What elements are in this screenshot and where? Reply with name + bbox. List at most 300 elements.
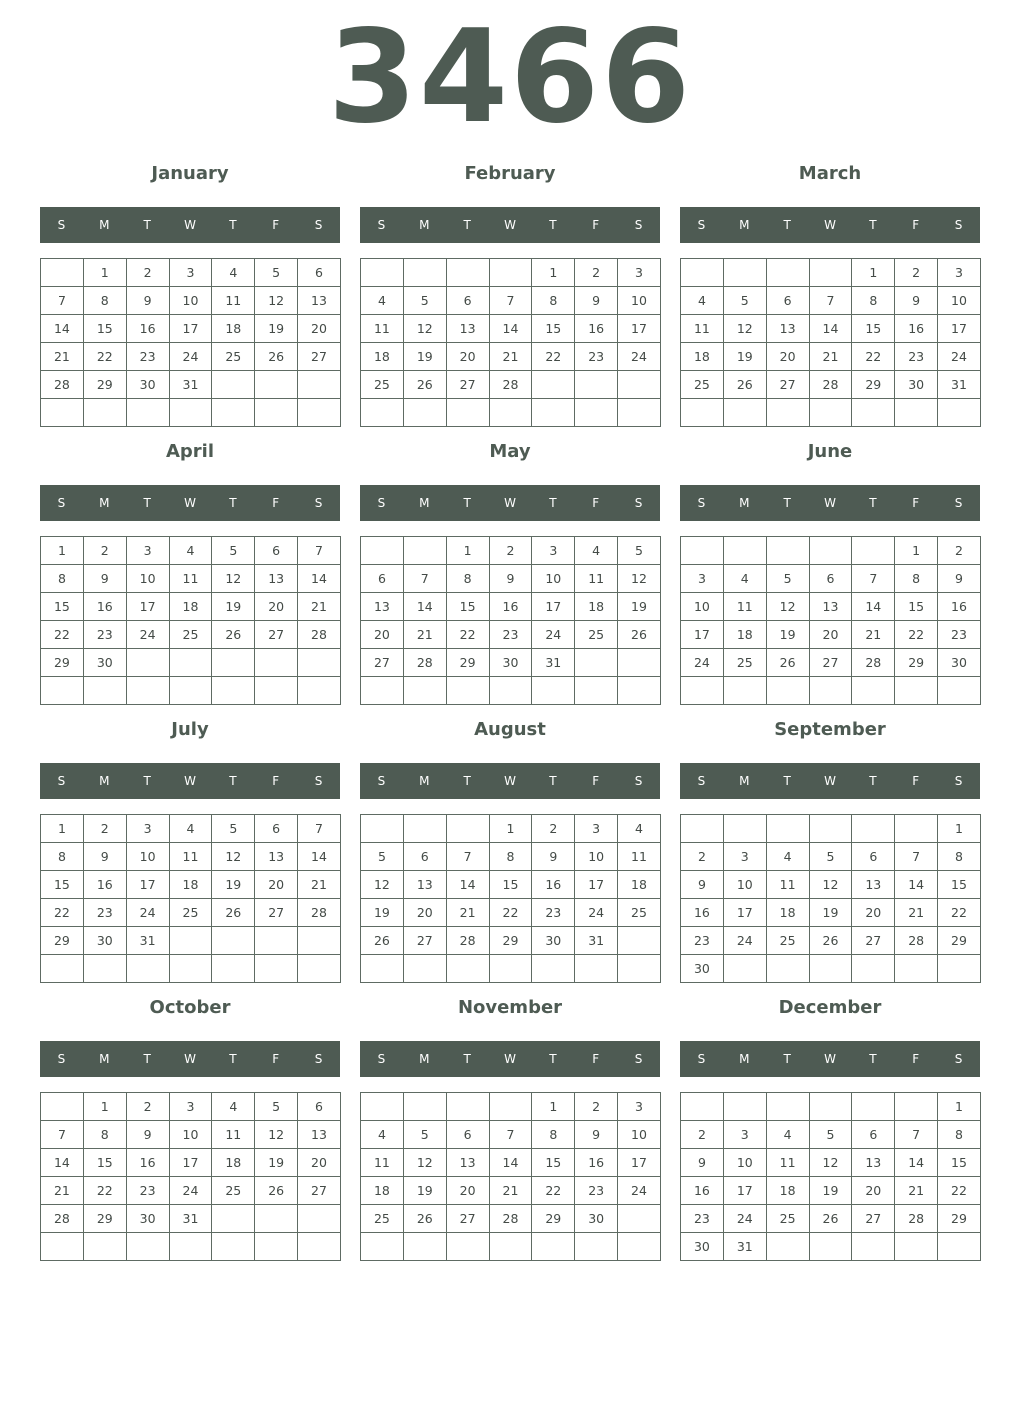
day-cell: 18 <box>766 899 809 927</box>
day-cell: 27 <box>298 343 341 371</box>
empty-cell <box>126 649 169 677</box>
empty-cell <box>809 399 852 427</box>
day-cell: 16 <box>938 593 981 621</box>
day-cell: 15 <box>83 315 126 343</box>
week-row <box>681 565 981 593</box>
weekday-header <box>680 485 980 521</box>
day-cell: 17 <box>126 593 169 621</box>
day-cell: 21 <box>298 593 341 621</box>
weekday-label: F <box>272 774 280 788</box>
empty-cell <box>41 955 84 983</box>
day-cell: 8 <box>446 565 489 593</box>
weekday-label: M <box>739 1052 750 1066</box>
empty-cell <box>766 399 809 427</box>
empty-cell <box>361 955 404 983</box>
week-row <box>361 1177 661 1205</box>
empty-cell <box>83 955 126 983</box>
day-cell: 25 <box>575 621 618 649</box>
empty-cell <box>169 399 212 427</box>
weekday-label: S <box>57 1052 66 1066</box>
day-cell: 17 <box>723 1177 766 1205</box>
day-cell: 19 <box>766 621 809 649</box>
day-cell: 14 <box>895 871 938 899</box>
day-cell: 9 <box>489 565 532 593</box>
weekday-label: F <box>912 774 920 788</box>
day-cell: 14 <box>403 593 446 621</box>
day-cell: 11 <box>723 593 766 621</box>
month-name: March <box>798 163 862 184</box>
empty-cell <box>618 677 661 705</box>
day-cell: 7 <box>489 1121 532 1149</box>
week-row <box>41 843 341 871</box>
day-cell: 2 <box>532 815 575 843</box>
empty-cell <box>575 399 618 427</box>
day-cell: 2 <box>83 815 126 843</box>
day-cell: 26 <box>766 649 809 677</box>
day-cell: 29 <box>489 927 532 955</box>
day-cell: 21 <box>298 871 341 899</box>
day-cell: 9 <box>83 843 126 871</box>
day-cell: 30 <box>681 955 724 983</box>
day-cell: 26 <box>212 899 255 927</box>
weekday-label: T <box>143 218 151 232</box>
week-row <box>41 1177 341 1205</box>
empty-cell <box>361 1093 404 1121</box>
day-cell: 13 <box>446 315 489 343</box>
day-cell: 29 <box>938 1205 981 1233</box>
day-cell: 16 <box>126 1149 169 1177</box>
weekday-label: T <box>783 218 791 232</box>
day-cell: 10 <box>169 287 212 315</box>
weekday-header <box>360 485 660 521</box>
day-cell: 1 <box>895 537 938 565</box>
empty-cell <box>618 1205 661 1233</box>
day-cell: 30 <box>575 1205 618 1233</box>
day-cell: 13 <box>446 1149 489 1177</box>
empty-cell <box>361 677 404 705</box>
day-cell: 25 <box>766 1205 809 1233</box>
weekday-label: M <box>419 218 430 232</box>
day-cell: 8 <box>83 1121 126 1149</box>
day-cell: 28 <box>403 649 446 677</box>
day-cell: 29 <box>938 927 981 955</box>
day-cell: 7 <box>446 843 489 871</box>
weekday-label: M <box>99 1052 110 1066</box>
day-cell: 24 <box>532 621 575 649</box>
week-row <box>361 1093 661 1121</box>
weekday-header <box>680 1041 980 1077</box>
weekday-label: S <box>697 496 706 510</box>
day-cell: 18 <box>169 593 212 621</box>
week-row <box>361 1121 661 1149</box>
weekday-label: F <box>272 496 280 510</box>
empty-cell <box>938 677 981 705</box>
day-cell: 23 <box>532 899 575 927</box>
empty-cell <box>255 1233 298 1261</box>
week-row <box>41 1205 341 1233</box>
day-cell: 22 <box>83 343 126 371</box>
day-cell: 13 <box>852 871 895 899</box>
day-cell: 2 <box>489 537 532 565</box>
day-cell: 14 <box>446 871 489 899</box>
day-cell: 1 <box>532 1093 575 1121</box>
day-cell: 9 <box>681 1149 724 1177</box>
month-name: September <box>774 719 886 740</box>
empty-cell <box>723 955 766 983</box>
day-cell: 3 <box>575 815 618 843</box>
month-name: August <box>474 719 546 740</box>
day-cell: 15 <box>532 1149 575 1177</box>
day-cell: 28 <box>446 927 489 955</box>
day-cell: 27 <box>361 649 404 677</box>
day-cell: 5 <box>255 1093 298 1121</box>
day-cell: 8 <box>938 843 981 871</box>
day-cell: 20 <box>361 621 404 649</box>
day-cell: 20 <box>255 593 298 621</box>
week-row <box>41 259 341 287</box>
week-row <box>41 621 341 649</box>
empty-cell <box>212 371 255 399</box>
day-cell: 26 <box>618 621 661 649</box>
day-cell: 31 <box>169 1205 212 1233</box>
weekday-header <box>360 763 660 799</box>
day-cell: 22 <box>852 343 895 371</box>
day-cell: 26 <box>361 927 404 955</box>
week-row <box>681 871 981 899</box>
weekday-header <box>680 763 980 799</box>
weekday-label: S <box>314 774 323 788</box>
day-cell: 21 <box>489 1177 532 1205</box>
weekday-label: T <box>229 218 237 232</box>
day-cell: 8 <box>41 843 84 871</box>
day-cell: 22 <box>938 899 981 927</box>
week-row <box>41 871 341 899</box>
week-row <box>41 1121 341 1149</box>
empty-cell <box>361 815 404 843</box>
empty-cell <box>766 955 809 983</box>
weekday-header <box>40 1041 340 1077</box>
day-cell: 31 <box>532 649 575 677</box>
week-row <box>681 259 981 287</box>
week-row <box>681 927 981 955</box>
week-row <box>681 1149 981 1177</box>
empty-cell <box>681 677 724 705</box>
empty-cell <box>809 259 852 287</box>
day-cell: 3 <box>681 565 724 593</box>
day-cell: 27 <box>852 927 895 955</box>
day-cell: 12 <box>361 871 404 899</box>
day-cell: 2 <box>126 1093 169 1121</box>
day-cell: 30 <box>895 371 938 399</box>
day-cell: 29 <box>895 649 938 677</box>
day-cell: 19 <box>403 343 446 371</box>
day-cell: 2 <box>83 537 126 565</box>
empty-cell <box>446 815 489 843</box>
weekday-label: S <box>634 496 643 510</box>
day-cell: 28 <box>41 371 84 399</box>
empty-cell <box>489 1233 532 1261</box>
day-cell: 18 <box>723 621 766 649</box>
day-grid <box>360 814 661 983</box>
day-cell: 20 <box>403 899 446 927</box>
weekday-header <box>360 1041 660 1077</box>
empty-cell <box>489 677 532 705</box>
empty-cell <box>852 1093 895 1121</box>
day-cell: 31 <box>169 371 212 399</box>
week-row <box>361 1205 661 1233</box>
day-cell: 3 <box>126 815 169 843</box>
day-cell: 30 <box>938 649 981 677</box>
empty-cell <box>618 371 661 399</box>
day-cell: 12 <box>212 843 255 871</box>
day-cell: 21 <box>489 343 532 371</box>
day-cell: 12 <box>403 315 446 343</box>
day-cell: 3 <box>618 259 661 287</box>
weekday-label: S <box>634 1052 643 1066</box>
day-cell: 26 <box>723 371 766 399</box>
week-row <box>41 315 341 343</box>
day-cell: 18 <box>681 343 724 371</box>
weekday-label: T <box>143 774 151 788</box>
month-name: April <box>165 441 215 462</box>
weekday-label: S <box>697 774 706 788</box>
day-cell: 20 <box>809 621 852 649</box>
empty-cell <box>852 399 895 427</box>
weekday-label: S <box>634 218 643 232</box>
day-grid <box>40 536 341 705</box>
day-cell: 27 <box>298 1177 341 1205</box>
empty-cell <box>852 955 895 983</box>
day-cell: 14 <box>489 1149 532 1177</box>
day-cell: 17 <box>938 315 981 343</box>
day-grid <box>360 536 661 705</box>
empty-cell <box>895 1233 938 1261</box>
empty-cell <box>575 955 618 983</box>
weekday-label: W <box>824 774 836 788</box>
week-row <box>361 1149 661 1177</box>
week-row <box>361 815 661 843</box>
day-cell: 5 <box>255 259 298 287</box>
day-cell: 26 <box>403 371 446 399</box>
empty-cell <box>169 927 212 955</box>
weekday-label: F <box>272 218 280 232</box>
day-cell: 1 <box>489 815 532 843</box>
week-row <box>41 287 341 315</box>
day-cell: 3 <box>723 843 766 871</box>
day-cell: 11 <box>766 1149 809 1177</box>
weekday-label: F <box>912 496 920 510</box>
week-row <box>41 1149 341 1177</box>
day-cell: 17 <box>575 871 618 899</box>
day-cell: 7 <box>41 287 84 315</box>
day-cell: 15 <box>41 593 84 621</box>
empty-cell <box>212 955 255 983</box>
weekday-label: M <box>739 774 750 788</box>
day-cell: 16 <box>126 315 169 343</box>
empty-cell <box>446 1233 489 1261</box>
day-cell: 10 <box>532 565 575 593</box>
day-cell: 12 <box>809 1149 852 1177</box>
day-cell: 23 <box>489 621 532 649</box>
empty-cell <box>298 399 341 427</box>
empty-cell <box>83 399 126 427</box>
day-cell: 18 <box>361 343 404 371</box>
day-cell: 23 <box>681 1205 724 1233</box>
day-cell: 5 <box>766 565 809 593</box>
day-cell: 10 <box>618 1121 661 1149</box>
empty-cell <box>895 955 938 983</box>
empty-cell <box>766 677 809 705</box>
day-cell: 4 <box>618 815 661 843</box>
week-row <box>41 537 341 565</box>
day-cell: 30 <box>126 1205 169 1233</box>
day-cell: 3 <box>169 259 212 287</box>
day-cell: 13 <box>255 565 298 593</box>
month-name: October <box>149 997 231 1018</box>
day-cell: 2 <box>126 259 169 287</box>
day-cell: 1 <box>41 815 84 843</box>
week-row <box>361 955 661 983</box>
day-cell: 28 <box>41 1205 84 1233</box>
day-cell: 19 <box>255 315 298 343</box>
day-cell: 22 <box>532 1177 575 1205</box>
day-cell: 7 <box>403 565 446 593</box>
empty-cell <box>723 537 766 565</box>
month-name: February <box>464 163 556 184</box>
day-cell: 28 <box>489 1205 532 1233</box>
day-cell: 18 <box>212 1149 255 1177</box>
week-row <box>361 287 661 315</box>
empty-cell <box>446 677 489 705</box>
week-row <box>41 649 341 677</box>
weekday-label: T <box>549 218 557 232</box>
day-cell: 7 <box>298 537 341 565</box>
week-row <box>361 259 661 287</box>
week-row <box>681 1177 981 1205</box>
day-cell: 20 <box>852 1177 895 1205</box>
day-cell: 1 <box>83 1093 126 1121</box>
day-cell: 18 <box>212 315 255 343</box>
empty-cell <box>575 1233 618 1261</box>
weekday-label: W <box>184 218 196 232</box>
day-cell: 13 <box>255 843 298 871</box>
weekday-label: M <box>419 774 430 788</box>
empty-cell <box>403 955 446 983</box>
day-cell: 10 <box>126 843 169 871</box>
day-cell: 12 <box>212 565 255 593</box>
day-cell: 9 <box>126 287 169 315</box>
weekday-header <box>680 207 980 243</box>
weekday-label: W <box>504 218 516 232</box>
month-name: November <box>457 997 563 1018</box>
weekday-label: W <box>504 496 516 510</box>
empty-cell <box>298 1233 341 1261</box>
day-cell: 5 <box>212 537 255 565</box>
day-cell: 28 <box>852 649 895 677</box>
week-row <box>361 1233 661 1261</box>
month-name: December <box>778 997 882 1018</box>
empty-cell <box>446 259 489 287</box>
weekday-label: T <box>229 496 237 510</box>
week-row <box>681 899 981 927</box>
day-cell: 5 <box>809 1121 852 1149</box>
day-cell: 10 <box>169 1121 212 1149</box>
day-cell: 2 <box>575 259 618 287</box>
week-row <box>681 371 981 399</box>
empty-cell <box>489 955 532 983</box>
day-cell: 23 <box>126 343 169 371</box>
day-cell: 11 <box>169 843 212 871</box>
empty-cell <box>298 1205 341 1233</box>
weekday-label: S <box>377 774 386 788</box>
day-cell: 9 <box>575 287 618 315</box>
empty-cell <box>361 399 404 427</box>
empty-cell <box>255 371 298 399</box>
empty-cell <box>212 1205 255 1233</box>
day-cell: 12 <box>766 593 809 621</box>
day-cell: 1 <box>446 537 489 565</box>
day-grid <box>360 1092 661 1261</box>
weekday-label: T <box>549 496 557 510</box>
weekday-label: T <box>143 1052 151 1066</box>
day-cell: 26 <box>255 343 298 371</box>
day-cell: 6 <box>255 815 298 843</box>
weekday-label: F <box>272 1052 280 1066</box>
day-cell: 16 <box>532 871 575 899</box>
day-cell: 4 <box>723 565 766 593</box>
empty-cell <box>446 1093 489 1121</box>
day-cell: 9 <box>532 843 575 871</box>
day-cell: 10 <box>723 1149 766 1177</box>
day-cell: 24 <box>938 343 981 371</box>
empty-cell <box>575 649 618 677</box>
day-cell: 1 <box>532 259 575 287</box>
day-cell: 24 <box>618 343 661 371</box>
weekday-label: T <box>783 1052 791 1066</box>
empty-cell <box>126 677 169 705</box>
day-cell: 21 <box>41 1177 84 1205</box>
week-row <box>361 537 661 565</box>
day-cell: 27 <box>809 649 852 677</box>
weekday-label: S <box>314 1052 323 1066</box>
day-cell: 11 <box>169 565 212 593</box>
day-cell: 14 <box>852 593 895 621</box>
day-cell: 20 <box>446 1177 489 1205</box>
weekday-label: M <box>419 1052 430 1066</box>
day-cell: 5 <box>723 287 766 315</box>
empty-cell <box>618 399 661 427</box>
day-cell: 4 <box>766 843 809 871</box>
day-cell: 14 <box>809 315 852 343</box>
empty-cell <box>126 399 169 427</box>
empty-cell <box>403 399 446 427</box>
day-cell: 12 <box>403 1149 446 1177</box>
day-cell: 9 <box>681 871 724 899</box>
empty-cell <box>618 927 661 955</box>
weekday-label: T <box>229 774 237 788</box>
day-cell: 27 <box>255 621 298 649</box>
day-cell: 6 <box>852 1121 895 1149</box>
day-cell: 24 <box>681 649 724 677</box>
day-cell: 28 <box>895 1205 938 1233</box>
week-row <box>361 621 661 649</box>
week-row <box>41 927 341 955</box>
day-cell: 27 <box>403 927 446 955</box>
day-grid <box>680 814 981 983</box>
day-cell: 4 <box>169 815 212 843</box>
day-cell: 17 <box>126 871 169 899</box>
day-cell: 29 <box>41 927 84 955</box>
